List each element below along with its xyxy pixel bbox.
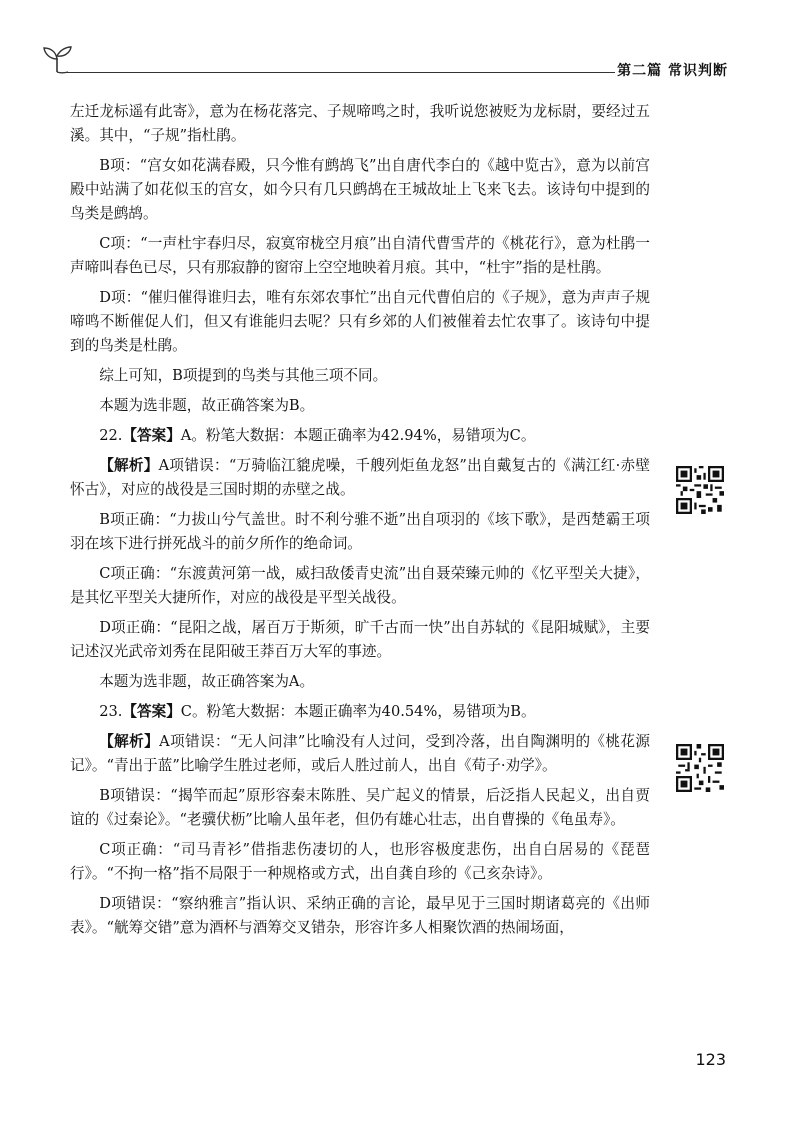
paragraph: C项正确：“司马青衫”借指悲伤凄切的人，也形容极度悲伤，出自白居易的《琵琶行》。“不拘一格”指不局限于一种规格或方式，出自龚自珍的《己亥杂诗》。 (70, 841, 650, 882)
paragraph: D项错误：“察纳雅言”指认识、采纳正确的言论，最早见于三国时期诸葛亮的《出师表》。“觥筹交错”意为酒杯与酒筹交叉错杂，形容许多人相聚饮酒的热闹场面， (70, 895, 650, 936)
paragraph: 本题为选非题，故正确答案为B。 (99, 397, 315, 414)
q23-analysis-text: A项错误：“无人问津”比喻没有人过问，受到冷落，出自陶渊明的《桃花源记》。“青出于蓝”比喻学生胜过老师，或后人胜过前人，出自《荀子·劝学》。 (70, 733, 650, 774)
paragraph: B项：“宫女如花满春殿，只今惟有鹧鸪飞”出自唐代李白的《越中览古》，意为以前宫殿中站满了如花似玉的宫女，如今只有几只鹧鸪在王城故址上飞来飞去。该诗句中提到的鸟类是鹧鸪。 (70, 157, 650, 222)
paragraph: B项错误：“揭竿而起”原形容秦末陈胜、吴广起义的情景，后泛指人民起义，出自贾谊的《过秦论》。“老骥伏枥”比喻人虽年老，但仍有雄心壮志，出自曹操的《龟虽寿》。 (70, 787, 650, 828)
paragraph: B项正确：“力拔山兮气盖世。时不利兮骓不逝”出自项羽的《垓下歌》，是西楚霸王项羽在垓下进行拼死战斗的前夕所作的绝命词。 (70, 511, 650, 552)
sprout-icon (40, 42, 74, 76)
page-number: 123 (695, 1050, 726, 1069)
analysis-tag: 【解析】 (99, 457, 159, 474)
analysis-tag: 【解析】 (99, 733, 160, 750)
paragraph: 综上可知，B项提到的鸟类与其他三项不同。 (99, 367, 388, 384)
section-title: 第二篇 常识判断 (617, 63, 728, 79)
page-body (70, 100, 650, 946)
paragraph: D项正确：“昆阳之战，屠百万于斯须，旷千古而一快”出自苏轼的《昆阳城赋》，主要记述汉光武帝刘秀在昆阳破王莽百万大军的事迹。 (70, 619, 650, 660)
q22-answer (70, 424, 650, 448)
paragraph: D项：“催归催得谁归去，唯有东郊农事忙”出自元代曹伯启的《子规》，意为声声子规啼鸣不断催促人们，但又有谁能归去呢？只有乡郊的人们被催着去忙农事了。该诗句中提到的鸟类是杜鹃。 (70, 289, 650, 354)
q22-analysis-text: A项错误：“万骑临江貔虎噪，千艘列炬鱼龙怒”出自戴复古的《满江红·赤壁怀古》，对应的战役是三国时期的赤壁之战。 (70, 457, 650, 498)
q22-analysis (70, 454, 650, 502)
q22-answer-text: A。粉笔大数据：本题正确率为42.94%，易错项为C。 (180, 427, 536, 444)
page-header (0, 0, 800, 90)
answer-tag: 【答案】 (122, 703, 181, 720)
answer-tag: 【答案】 (122, 427, 181, 444)
q23-answer-text: C。粉笔大数据：本题正确率为40.54%，易错项为B。 (180, 703, 536, 720)
header-rule (66, 72, 615, 73)
q23-analysis (70, 730, 650, 778)
paragraph: 左迁龙标遥有此寄》，意为在杨花落完、子规啼鸣之时，我听说您被贬为龙标尉，要经过五溪。其中，“子规”指杜鹃。 (70, 103, 650, 144)
q23-answer (70, 700, 650, 724)
qr-code-icon[interactable] (676, 466, 724, 514)
paragraph: C项正确：“东渡黄河第一战，威扫敌倭青史流”出自聂荣臻元帅的《忆平型关大捷》，是其忆平型关大捷所作，对应的战役是平型关战役。 (70, 565, 650, 606)
paragraph: C项：“一声杜宇春归尽，寂寞帘栊空月痕”出自清代曹雪芹的《桃花行》，意为杜鹃一声啼叫春色已尽，只有那寂静的窗帘上空空地映着月痕。其中，“杜宇”指的是杜鹃。 (70, 235, 650, 276)
qr-code-icon[interactable] (676, 744, 724, 792)
q22-number: 22. (99, 427, 123, 444)
q23-number: 23. (99, 703, 123, 720)
paragraph: 本题为选非题，故正确答案为A。 (99, 673, 315, 690)
